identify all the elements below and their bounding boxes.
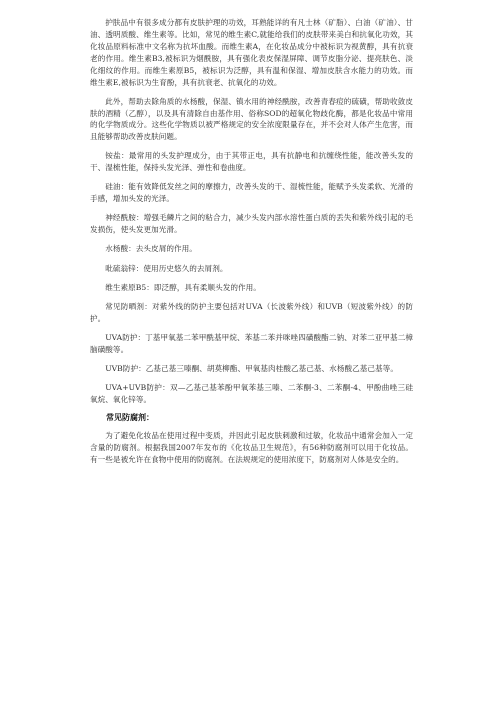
section-heading-preservatives: 常见防腐剂： bbox=[106, 413, 154, 423]
paragraph-salicylic-acid: 水杨酸：去头皮屑的作用。 bbox=[105, 244, 197, 254]
paragraph-skincare-ingredients: 护肤品中有很多成分都有皮肤护理的功效，耳熟能详的有凡士林（矿脂）、白油（矿油）、甘油、透明质酸、维生素等。比如，常见的维生素C,就能给我们的皮肤带来美白和抗氧化功效，其化妆品原料标准中文名称为抗坏血酸。而维生素A，在化妆品成分中被标识为视黄醇，具有抗衰老的作用。维生素B3,被标识为烟酰胺，具有强化表皮保湿屏障、调节皮脂分泌、提亮肤色、淡化细纹的作用。而维生素原B5，被标识为泛醇，具有温和保湿、增加皮肤含水能力的功效。而维生素E,被标识为生育酚，具有抗衰老、抗氧化的功效。 bbox=[90, 18, 413, 87]
paragraph-provitamin-b5: 维生素原B5：即泛醇，具有柔顺头发的作用。 bbox=[105, 282, 261, 292]
paragraph-sunscreen: 常见防晒剂：对紫外线的防护主要包括对UVA（长波紫外线）和UVB（短波紫外线）的防护。 bbox=[90, 301, 413, 323]
paragraph-ceramide: 神经酰胺：增强毛鳞片之间的粘合力，减少头发内部水溶性蛋白质的丢失和紫外线引起的毛发损伤，使头发更加光滑。 bbox=[90, 213, 413, 235]
paragraph-zinc-pyrithione: 吡硫翁锌：使用历史悠久的去屑剂。 bbox=[105, 263, 228, 273]
paragraph-uva-protection: UVA防护：丁基甲氧基二苯甲酰基甲烷、苯基二苯并咪唑四磺酸酯二钠、对苯二亚甲基二樟脑磺酸等。 bbox=[90, 332, 413, 354]
paragraph-preservatives: 为了避免化妆品在使用过程中变质，并因此引起皮肤刺激和过敏，化妆品中通常会加入一定含量的防腐剂。根据我国2007年发布的《化妆品卫生规范》，有56种防腐剂可以用于化妆品。有一些是被允许在食物中使用的防腐剂。在法规规定的使用浓度下，防腐剂对人体是安全的。 bbox=[90, 431, 413, 465]
paragraph-chemical-substances: 此外，帮助去除角质的水杨酸，保湿、镇水用的神经酰胺，改善青春痘的硫磺，帮助收敛皮肤的酒精（乙醇），以及具有清除自由基作用、俗称SOD的超氧化物歧化酶，都是化妆品中常用的化学物质成分。这些化学物质以被严格规定的安全浓度限量存在，并不会对人体产生危害，而且能够帮助改善皮肤问题。 bbox=[90, 96, 413, 142]
paragraph-uva-uvb-protection: UVA+UVB防护：双—乙基己基苯酚甲氧苯基三嗪、二苯酮-3、二苯酮-4、甲酚曲唑三硅氧烷、氧化锌等。 bbox=[90, 382, 413, 404]
paragraph-ammonium-salt: 铵盐：最常用的头发护理成分，由于其带正电，具有抗静电和抗缠绕性能，能改善头发的干、湿梳性能，保持头发光泽、弹性和卷曲度。 bbox=[90, 151, 413, 173]
paragraph-silicone-oil: 硅油：能有效降低发丝之间的摩擦力，改善头发的干、湿梳性能，能赋予头发柔软、光滑的手感，增加头发的光泽。 bbox=[90, 182, 413, 204]
paragraph-uvb-protection: UVB防护：乙基己基三嗪酮、胡莫柳酯、甲氧基肉桂酸乙基己基、水杨酸乙基己基等。 bbox=[105, 363, 398, 373]
